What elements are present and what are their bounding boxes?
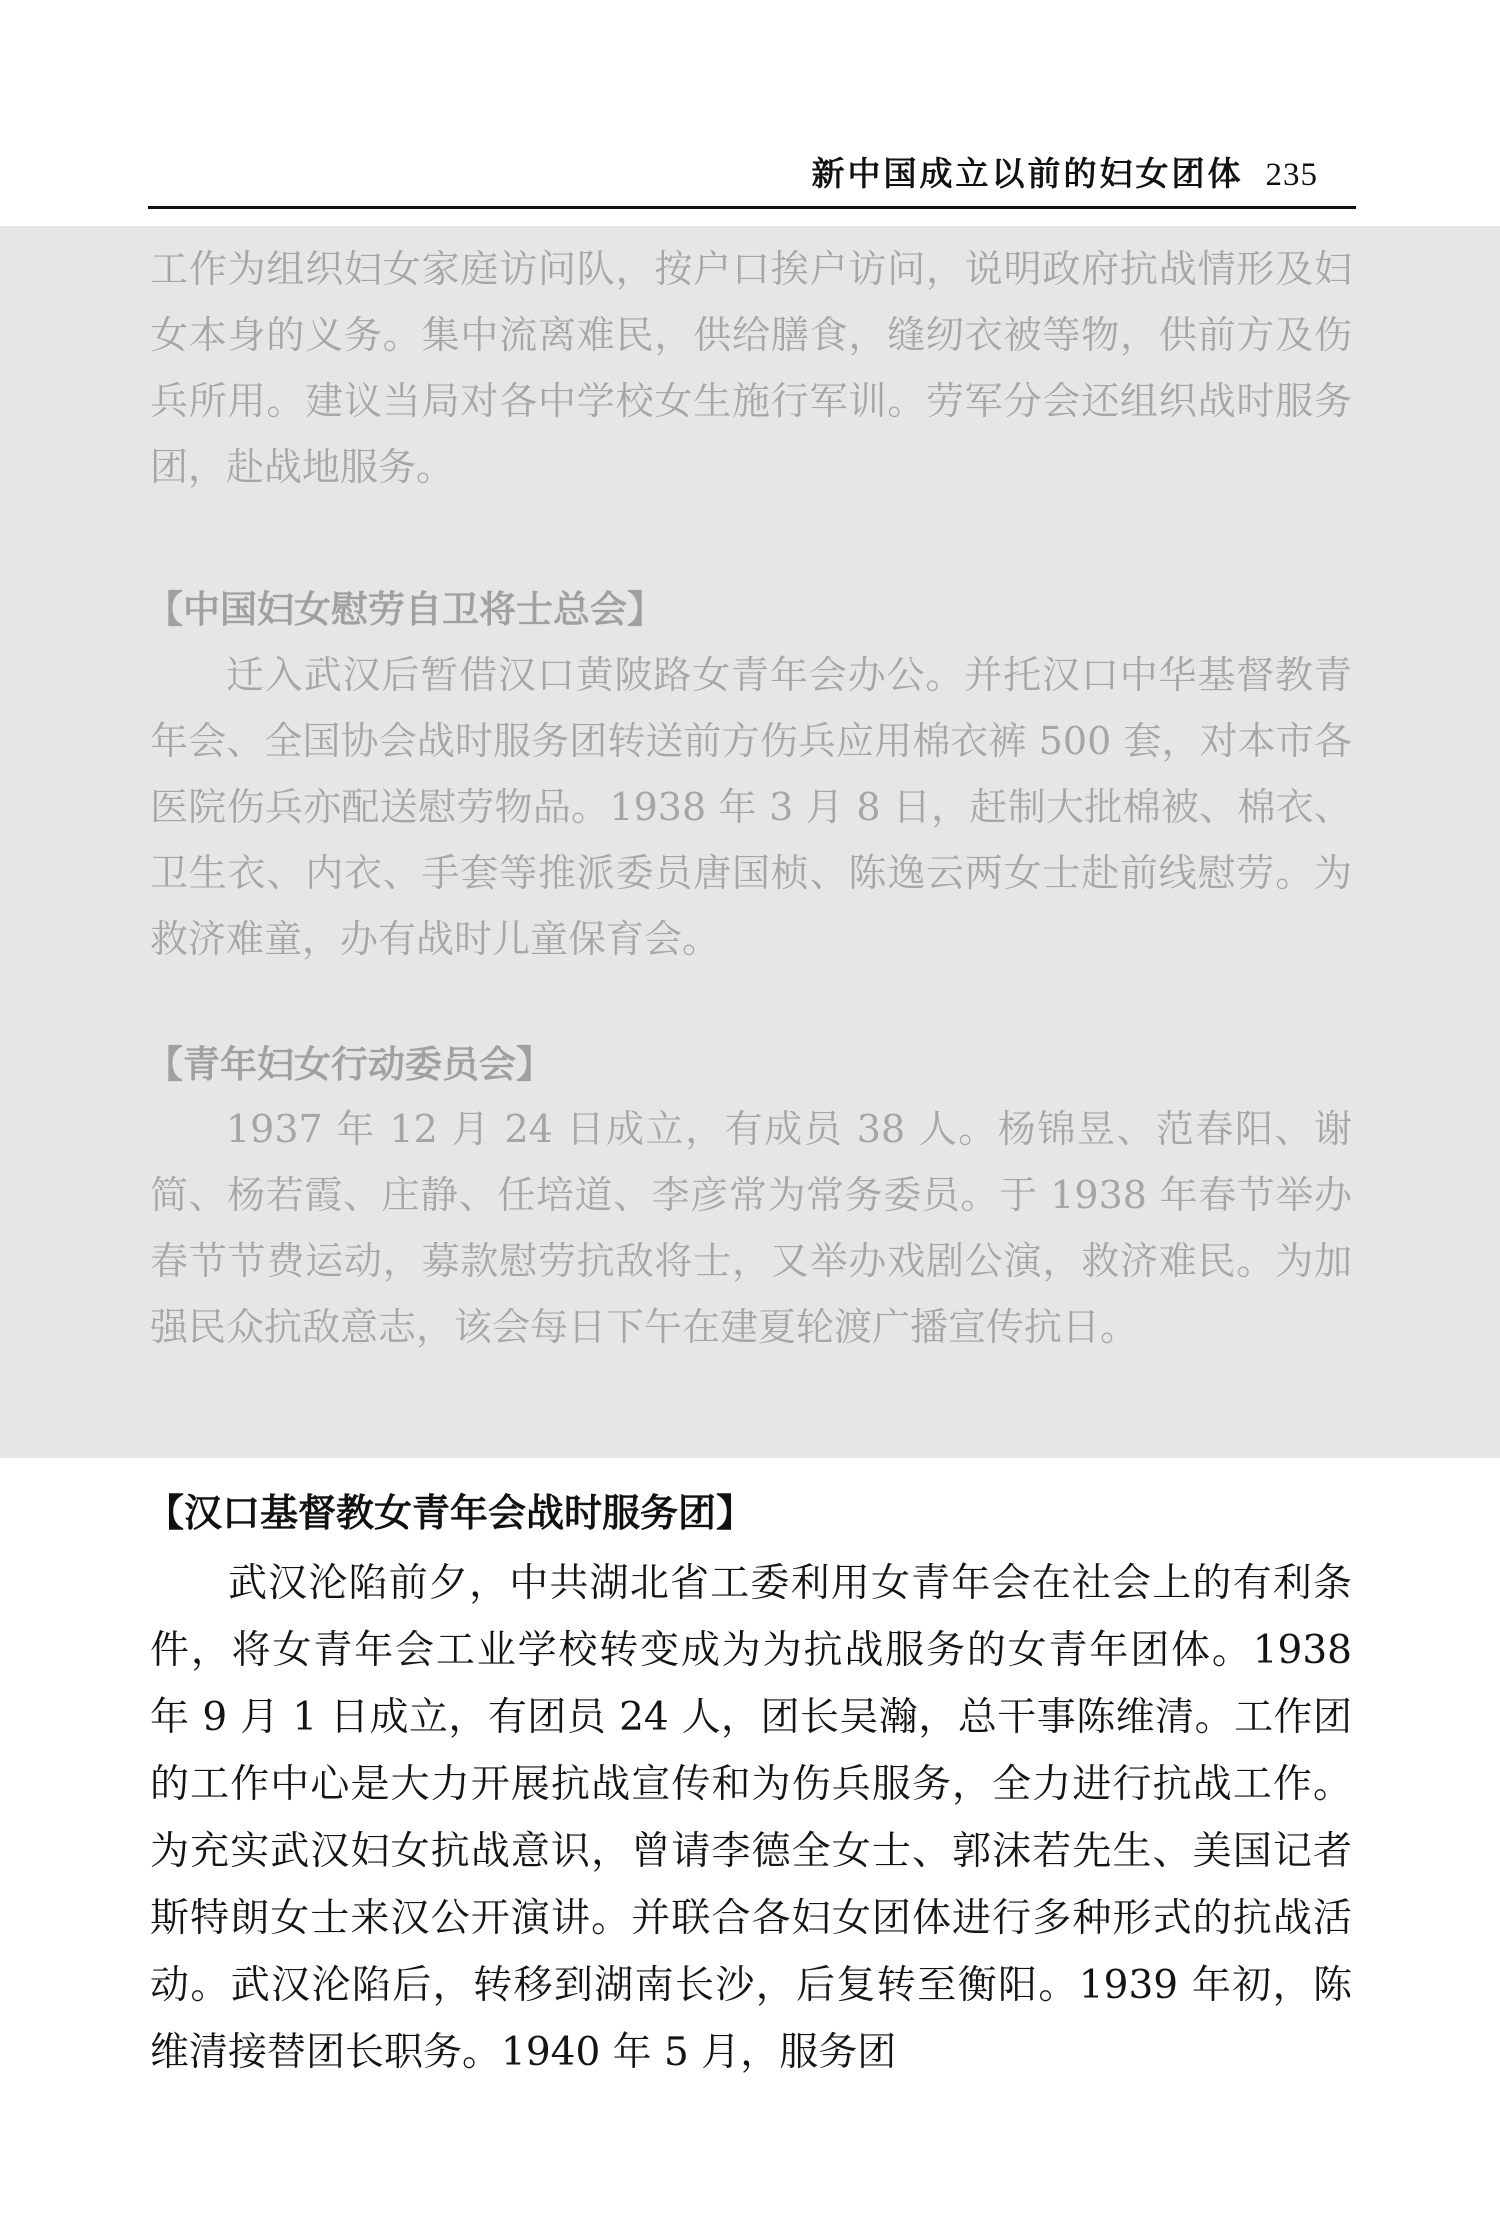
section-paragraph: 武汉沦陷前夕，中共湖北省工委利用女青年会在社会上的有利条件，将女青年会工业学校转变成为为抗战服务的女青年团体。1938 年 9 月 1 日成立，有团员 24 人，团长吴瀚，总干事陈维清。工作团的工作中心是大力开展抗战宣传和为伤兵服务，全力进行抗战工作。为充实武汉妇女抗战意识，曾请李德全女士、郭沫若先生、美国记者斯特朗女士来汉公开演讲。并联合各妇女团体进行多种形式的抗战活动。武汉沦陷后，转移到湖南长沙，后复转至衡阳。1939 年初，陈维清接替团长职务。1940 年 5 月，服务团 <box>150 1561 1352 2075</box>
page-number: 235 <box>1265 157 1318 193</box>
running-head-title: 新中国成立以前的妇女团体 <box>811 154 1244 193</box>
faded-heading-2: 【中国妇女慰劳自卫将士总会】 <box>146 588 664 631</box>
header-rule <box>148 206 1356 209</box>
faded-heading-3: 【青年妇女行动委员会】 <box>146 1043 553 1086</box>
running-head <box>812 148 1319 195</box>
faded-paragraph-2: 迁入武汉后暂借汉口黄陂路女青年会办公。并托汉口中华基督教青年会、全国协会战时服务团转送前方伤兵应用棉衣裤 500 套，对本市各医院伤兵亦配送慰劳物品。1938 年 3 月 8 日，赶制大批棉被、棉衣、卫生衣、内衣、手套等推派委员唐国桢、陈逸云两女士赴前线慰劳。为救济难童，办有战时儿童保育会。 <box>150 653 1352 961</box>
faded-paragraph-1: 工作为组织妇女家庭访问队，按户口挨户访问，说明政府抗战情形及妇女本身的义务。集中流离难民，供给膳食，缝纫衣被等物，供前方及伤兵所用。建议当局对各中学校女生施行军训。劳军分会还组织战时服务团，赴战地服务。 <box>150 247 1352 489</box>
faded-section <box>0 226 1500 1458</box>
faded-paragraph-3: 1937 年 12 月 24 日成立，有成员 38 人。杨锦昱、范春阳、谢简、杨若霞、庄静、任培道、李彦常为常务委员。于 1938 年春节举办春节节费运动，募款慰劳抗敌将士，又举办戏剧公演，救济难民。为加强民众抗敌意志，该会每日下午在建夏轮渡广播宣传抗日。 <box>150 1107 1352 1349</box>
section-heading: 【汉口基督教女青年会战时服务团】 <box>146 1491 755 1535</box>
